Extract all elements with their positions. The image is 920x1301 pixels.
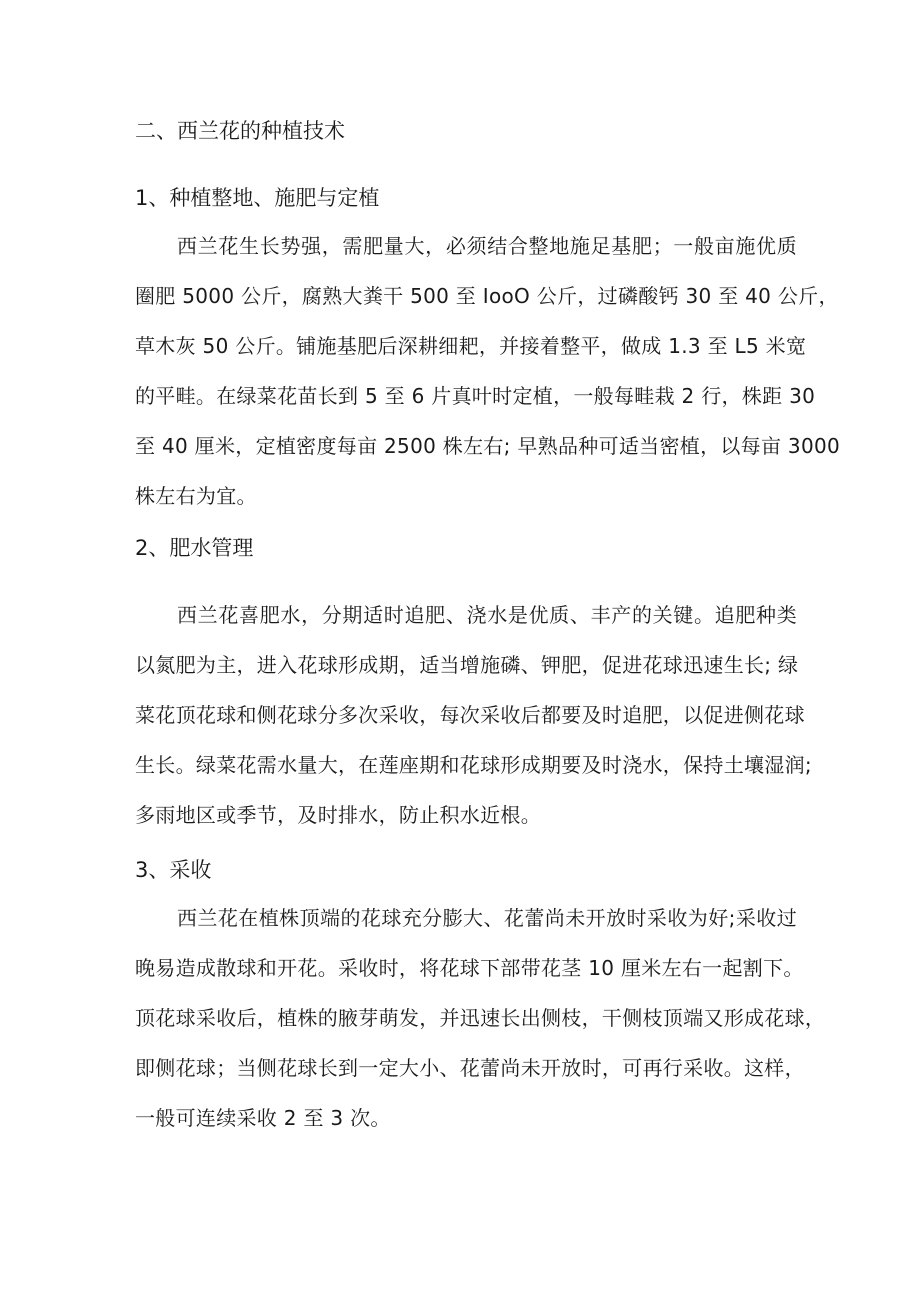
document-title: 二、西兰花的种植技术 [135, 119, 345, 143]
paragraph-line: 至 40 厘米，定植密度每亩 2500 株左右; 早熟品种可适当密植，以每亩 3000 [135, 434, 841, 458]
paragraph-line: 株左右为宜。 [135, 484, 257, 508]
paragraph-planting [135, 221, 841, 521]
paragraph-line: 顶花球采收后，植株的腋芽萌发，并迅速长出侧枝，干侧枝顶端又形成花球， [135, 1006, 826, 1030]
paragraph-line: 西兰花在植株顶端的花球充分膨大、花蕾尚未开放时采收为好;采收过 [177, 906, 797, 930]
section-heading-harvest: 3、采收 [135, 858, 212, 882]
paragraph-line: 菜花顶花球和侧花球分多次采收，每次采收后都要及时追肥，以促进侧花球 [135, 703, 805, 727]
paragraph-line: 西兰花喜肥水，分期适时追肥、浇水是优质、丰产的关键。追肥种类 [177, 603, 797, 627]
paragraph-line: 多雨地区或季节，及时排水，防止积水近根。 [135, 803, 541, 827]
paragraph-line: 一般可连续采收 2 至 3 次。 [135, 1106, 391, 1130]
paragraph-line: 即侧花球；当侧花球长到一定大小、花蕾尚未开放时，可再行采收。这样， [135, 1056, 805, 1080]
section-heading-fertilizer-water: 2、肥水管理 [135, 536, 254, 560]
paragraph-line: 圈肥 5000 公斤，腐熟大粪干 500 至 IooO 公斤，过磷酸钙 30 至 40 公斤， [135, 284, 839, 308]
paragraph-harvest [135, 893, 826, 1143]
paragraph-line: 的平畦。在绿菜花苗长到 5 至 6 片真叶时定植，一般每畦栽 2 行，株距 30 [135, 384, 816, 408]
paragraph-line: 晚易造成散球和开花。采收时，将花球下部带花茎 10 厘米左右一起割下。 [135, 956, 804, 980]
paragraph-line: 生长。绿菜花需水量大，在莲座期和花球形成期要及时浇水，保持土壤湿润; [135, 753, 812, 777]
paragraph-line: 西兰花生长势强，需肥量大，必须结合整地施足基肥；一般亩施优质 [177, 234, 797, 258]
paragraph-line: 草木灰 50 公斤。铺施基肥后深耕细耙，并接着整平，做成 1.3 至 L5 米宽 [135, 334, 807, 358]
paragraph-fertilizer-water [135, 590, 812, 840]
paragraph-line: 以氮肥为主，进入花球形成期，适当增施磷、钾肥，促进花球迅速生长; 绿 [135, 653, 799, 677]
section-heading-planting: 1、种植整地、施肥与定植 [135, 186, 380, 210]
